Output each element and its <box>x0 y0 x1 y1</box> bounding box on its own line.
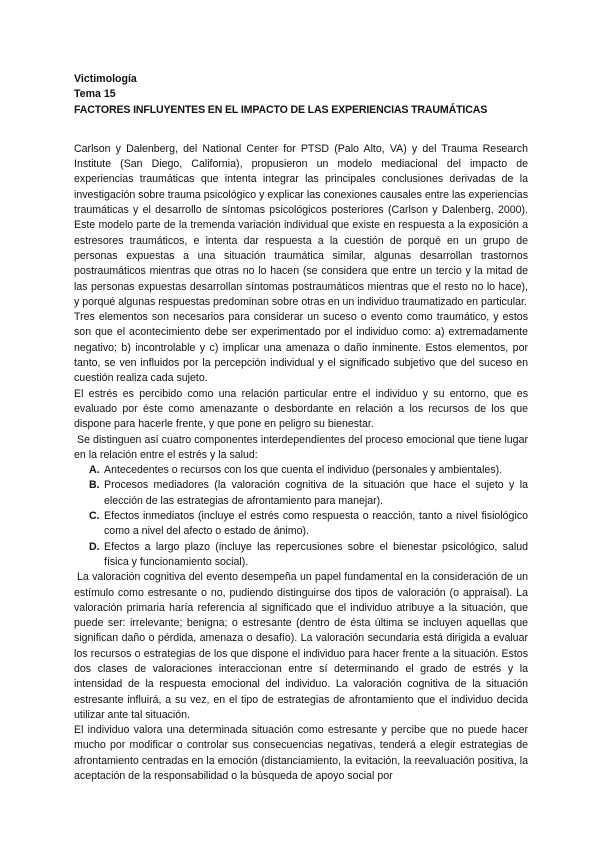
list-marker: B. <box>89 479 100 492</box>
list-item <box>89 509 528 540</box>
list-item-text: Antecedentes o recursos con los que cuenta el individuo (personales y ambientales). <box>104 464 503 477</box>
list-item-text: Efectos inmediatos (incluye el estrés como respuesta o reacción, tanto a nivel fisiológico como a nivel del afecto o estado de ánimo). <box>104 510 528 538</box>
topic-heading: Tema 15 <box>74 88 116 101</box>
list-item-text: Procesos mediadores (la valoración cognitiva de la situación que hace el sujeto y la elección de las estrategias de afrontamiento para manejar). <box>104 479 528 507</box>
list-item <box>89 540 528 571</box>
list-marker: D. <box>89 540 100 553</box>
paragraph-components-intro: Se distinguen así cuatro componentes interdependientes del proceso emocional que tiene lugar en la relación entre el estrés y la salud: <box>74 433 528 461</box>
document-page <box>74 72 528 784</box>
list-marker: C. <box>89 510 100 523</box>
components-list <box>74 463 528 570</box>
paragraph-stress: El estrés es percibido como una relación particular entre el individuo y su entorno, que es evaluado por éste como amenazante o desbordante en relación a los recursos de los que dispone para hacerle frente, y que pone en peligro su bienestar. <box>74 387 528 431</box>
spacer <box>74 118 528 142</box>
subject-heading: Victimología <box>74 73 137 85</box>
page-title: FACTORES INFLUYENTES EN EL IMPACTO DE LAS EXPERIENCIAS TRAUMÁTICAS <box>74 103 488 116</box>
paragraph-intro: Carlson y Dalenberg, del National Center for PTSD (Palo Alto, VA) y del Trauma Research Institute (San Diego, California), propusieron un modelo mediacional del impacto de experiencias traumáticas que intenta integrar las principales conclusiones derivadas de la investigación sobre trauma psicológico y explicar las conexiones causales entre las experiencias traumáticas y el desarrollo de síntomas psicológicos posteriores (Carlson y Dalenberg, 2000). Este modelo parte de la tremenda variación individual que existe en respuesta a la exposición a estresores traumáticos, e intenta dar respuesta a la cuestión de porqué en un grupo de personas expuestas a una situación traumática similar, algunas desarrollan trastornos postraumáticos mientras que otras no lo hacen (se considera que entre un tercio y la mitad de las personas expuestas desarrollan síntomas postraumáticos mientras que el resto no lo hace), y porqué algunas respuestas predominan sobre otras en un individuo traumatizado en particular. <box>74 142 528 308</box>
list-item <box>89 463 528 478</box>
list-marker: A. <box>89 464 100 477</box>
paragraph-elements: Tres elementos son necesarios para considerar un suceso o evento como traumático, y estos son que el acontecimiento debe ser experimentado por el individuo como: a) extremadamente negativo; b) incontrolable y c) implicar una amenaza o daño inminente. Estos elementos, por tanto, se ven influidos por la percepción individual y el significado subjetivo que del suceso en cuestión realiza cada sujeto. <box>74 311 528 385</box>
paragraph-appraisal: La valoración cognitiva del evento desempeña un papel fundamental en la consideración de un estímulo como estresante o no, pudiendo distinguirse dos tipos de valoración (o appraisal). La valoración primaria haría referencia al significado que el individuo atribuye a la situación, que puede ser: irrelevante; benigna; o estresante (dentro de ésta última se incluyen aquellas que significan daño o pérdida, amenaza o desafío). La valoración secundaria está dirigida a evaluar los recursos o estrategias de los que dispone el individuo para hacer frente a la situación. Estos dos clases de valoraciones interaccionan entre sí determinando el grado de estrés y la intensidad de la respuesta emocional del individuo. La valoración cognitiva de la situación estresante influirá, a su vez, en el tipo de estrategias de afrontamiento que el individuo decida utilizar ante tal situación. <box>74 571 528 721</box>
list-item <box>89 478 528 509</box>
paragraph-coping: El individuo valora una determinada situación como estresante y percibe que no puede hacer mucho por modificar o controlar sus consecuencias negativas, tenderá a elegir estrategias de afrontamiento centradas en la emoción (distanciamiento, la evitación, la reevaluación positiva, la aceptación de la responsabilidad o la búsqueda de apoyo social por <box>74 724 528 783</box>
list-item-text: Efectos a largo plazo (incluye las repercusiones sobre el bienestar psicológico, salud física y funcionamiento social). <box>104 540 528 568</box>
